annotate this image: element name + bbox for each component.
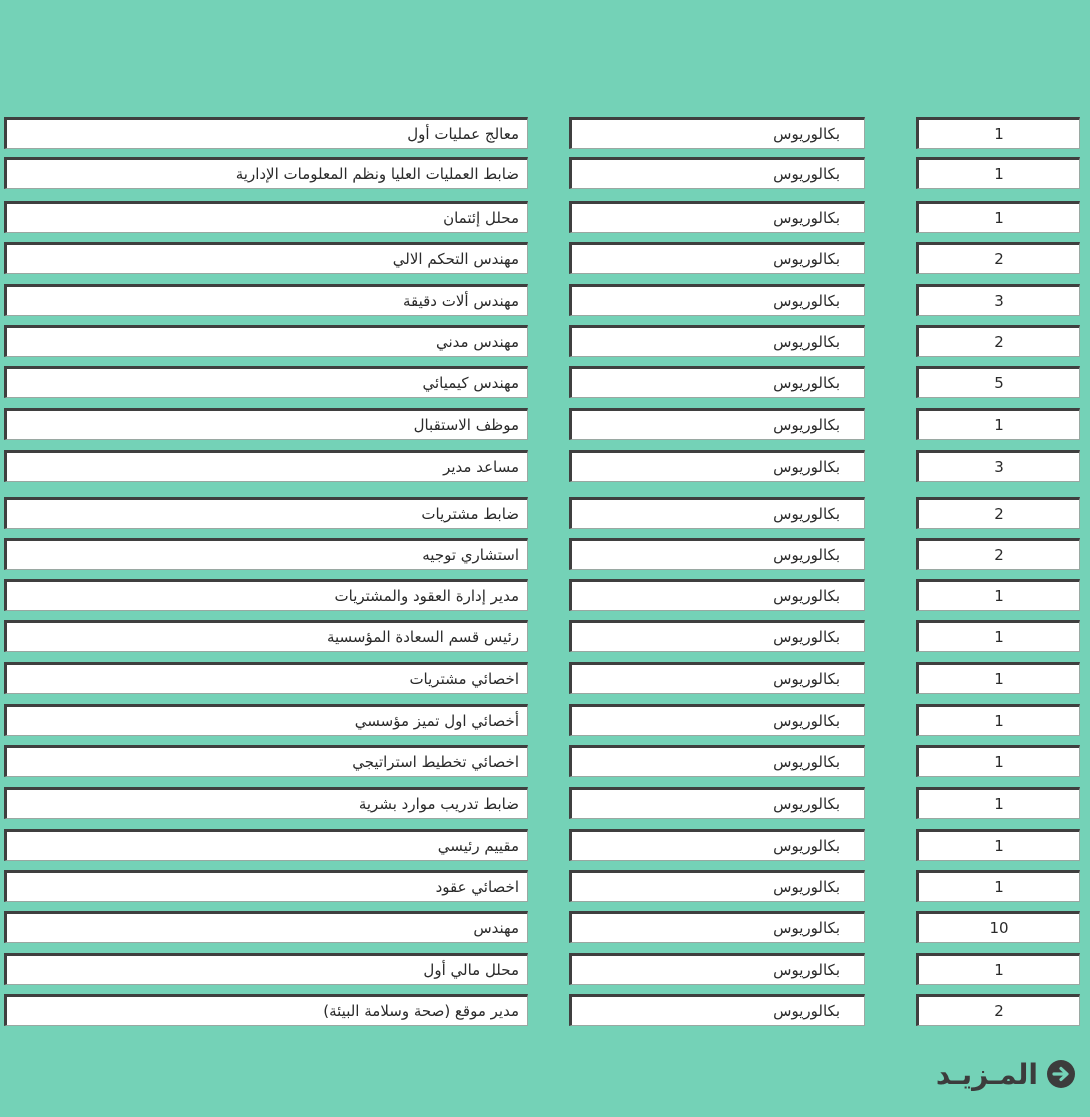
job-title-cell: محلل مالي أول [4,953,528,985]
table-row [0,829,1090,861]
vacancy-count-cell: 2 [916,497,1080,529]
table-row [0,242,1090,274]
degree-cell: بكالوريوس [569,953,865,985]
table-row [0,201,1090,233]
job-title-cell: اخصائي مشتريات [4,662,528,694]
table-row [0,911,1090,943]
table-row [0,284,1090,316]
table-row [0,662,1090,694]
job-title-cell: مساعد مدير [4,450,528,482]
job-title-cell: مهندس التحكم الالي [4,242,528,274]
degree-cell: بكالوريوس [569,242,865,274]
vacancy-count-cell: 1 [916,829,1080,861]
vacancy-count-cell: 5 [916,366,1080,398]
table-row [0,366,1090,398]
job-title-cell: اخصائي تخطيط استراتيجي [4,745,528,777]
job-title-cell: ضابط العمليات العليا ونظم المعلومات الإدارية [4,157,528,189]
table-row [0,538,1090,570]
vacancy-count-cell: 2 [916,538,1080,570]
job-title-cell: اخصائي عقود [4,870,528,902]
table-row [0,994,1090,1026]
vacancy-count-cell: 1 [916,953,1080,985]
job-title-cell: مهندس [4,911,528,943]
degree-cell: بكالوريوس [569,620,865,652]
table-row [0,953,1090,985]
table-row [0,117,1090,149]
vacancy-count-cell: 1 [916,745,1080,777]
vacancy-count-cell: 1 [916,408,1080,440]
vacancy-count-cell: 10 [916,911,1080,943]
degree-cell: بكالوريوس [569,497,865,529]
vacancy-count-cell: 1 [916,620,1080,652]
job-title-cell: استشاري توجيه [4,538,528,570]
job-title-cell: مدير موقع (صحة وسلامة البيئة) [4,994,528,1026]
table-row [0,579,1090,611]
degree-cell: بكالوريوس [569,366,865,398]
job-title-cell: مهندس مدني [4,325,528,357]
table-row [0,157,1090,189]
degree-cell: بكالوريوس [569,662,865,694]
table-row [0,497,1090,529]
vacancy-count-cell: 1 [916,787,1080,819]
table-row [0,704,1090,736]
table-row [0,870,1090,902]
degree-cell: بكالوريوس [569,325,865,357]
table-row [0,325,1090,357]
table-row [0,450,1090,482]
arrow-right-circle-icon [1046,1059,1076,1089]
more-label: المـزيـد [935,1057,1038,1091]
table-row [0,787,1090,819]
vacancy-count-cell: 2 [916,994,1080,1026]
vacancy-count-cell: 2 [916,325,1080,357]
vacancy-count-cell: 1 [916,117,1080,149]
vacancy-count-cell: 1 [916,870,1080,902]
job-title-cell: أخصائي اول تميز مؤسسي [4,704,528,736]
job-title-cell: ضابط مشتريات [4,497,528,529]
vacancy-count-cell: 3 [916,284,1080,316]
degree-cell: بكالوريوس [569,157,865,189]
degree-cell: بكالوريوس [569,538,865,570]
vacancy-count-cell: 1 [916,157,1080,189]
job-title-cell: مهندس ألات دقيقة [4,284,528,316]
table-row [0,408,1090,440]
vacancy-count-cell: 1 [916,201,1080,233]
degree-cell: بكالوريوس [569,450,865,482]
job-title-cell: مدير إدارة العقود والمشتريات [4,579,528,611]
degree-cell: بكالوريوس [569,704,865,736]
vacancy-count-cell: 1 [916,704,1080,736]
degree-cell: بكالوريوس [569,994,865,1026]
degree-cell: بكالوريوس [569,201,865,233]
vacancy-count-cell: 2 [916,242,1080,274]
vacancy-count-cell: 1 [916,579,1080,611]
degree-cell: بكالوريوس [569,870,865,902]
job-title-cell: مهندس كيميائي [4,366,528,398]
degree-cell: بكالوريوس [569,829,865,861]
degree-cell: بكالوريوس [569,284,865,316]
job-title-cell: محلل إئتمان [4,201,528,233]
degree-cell: بكالوريوس [569,745,865,777]
vacancy-count-cell: 1 [916,662,1080,694]
degree-cell: بكالوريوس [569,911,865,943]
job-title-cell: موظف الاستقبال [4,408,528,440]
table-row [0,745,1090,777]
degree-cell: بكالوريوس [569,408,865,440]
job-title-cell: رئيس قسم السعادة المؤسسية [4,620,528,652]
job-title-cell: مقييم رئيسي [4,829,528,861]
degree-cell: بكالوريوس [569,117,865,149]
more-link[interactable] [936,1052,1076,1096]
job-title-cell: ضابط تدريب موارد بشرية [4,787,528,819]
vacancy-count-cell: 3 [916,450,1080,482]
degree-cell: بكالوريوس [569,579,865,611]
job-title-cell: معالج عمليات أول [4,117,528,149]
degree-cell: بكالوريوس [569,787,865,819]
table-row [0,620,1090,652]
